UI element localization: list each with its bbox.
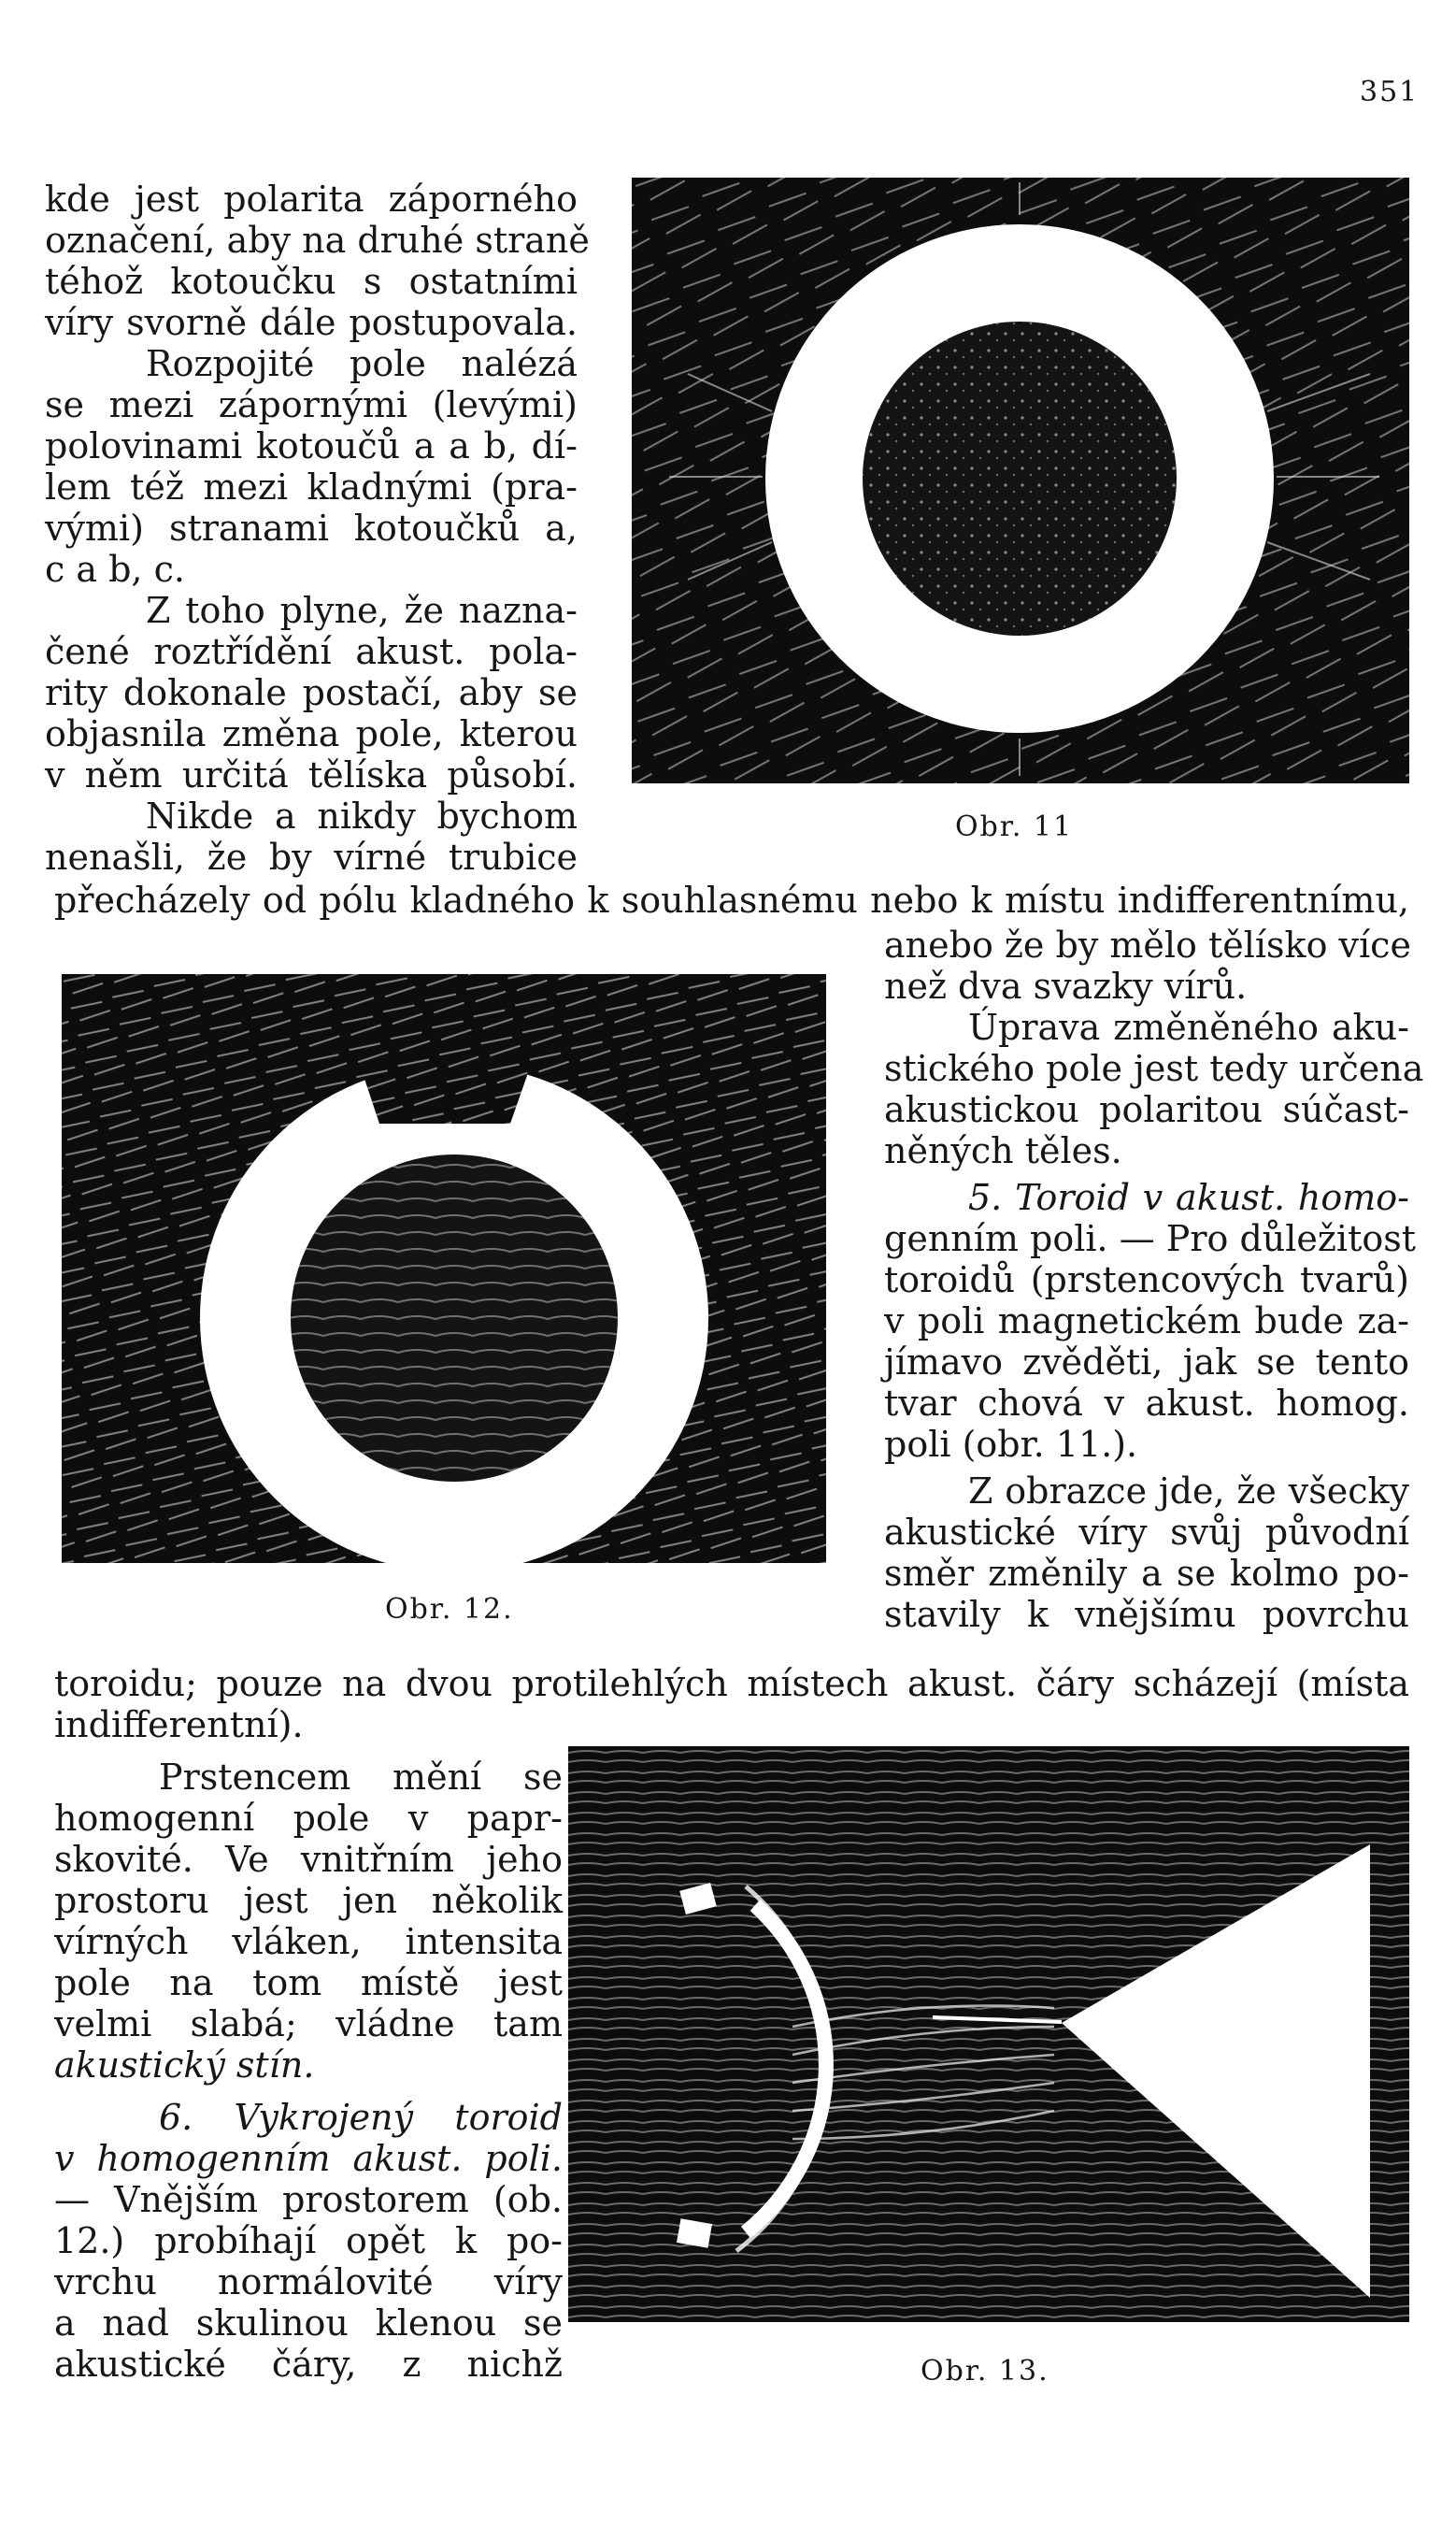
- text-line: v něm určitá tělíska působí.: [45, 754, 578, 796]
- text-line: homogenní pole v papr-: [54, 1798, 563, 1839]
- text-line: se mezi zápornými (levými): [45, 384, 578, 425]
- section-heading-toroid: 5. Toroid v akust. homo-: [968, 1177, 1409, 1218]
- text-line: akustické víry svůj původní: [884, 1512, 1409, 1553]
- text-line: jímavo zvěděti, jak se tento: [884, 1341, 1409, 1383]
- text-line: akustickou polaritou súčast-: [884, 1089, 1409, 1130]
- text-line: akustické čáry, z nichž: [54, 2344, 563, 2385]
- text-line: Úprava změněného aku-: [968, 1007, 1409, 1048]
- text-line: kde jest polarita záporného: [45, 179, 578, 220]
- text-line: stického pole jest tedy určena: [884, 1048, 1424, 1089]
- text-line: rity dokonale postačí, aby se: [45, 672, 578, 713]
- text-line: Z toho plyne, že nazna-: [146, 590, 578, 631]
- text-line: — Vnějším prostorem (ob.: [54, 2179, 563, 2220]
- text-line: víry svorně dále postupovala.: [45, 302, 578, 343]
- text-line: c a b, c.: [45, 549, 185, 590]
- text-line: Prstencem mění se: [159, 1757, 563, 1798]
- text-line: vírných vláken, intensita: [54, 1921, 563, 1962]
- text-line: označení, aby na druhé straně: [45, 220, 590, 261]
- text-line: lem též mezi kladnými (pra-: [45, 466, 578, 508]
- figure-13-image: [568, 1746, 1409, 2322]
- text-line: pole na tom místě jest: [54, 1962, 563, 2003]
- text-line: tvar chová v akust. homog.: [884, 1383, 1409, 1424]
- figure-11-caption: Obr. 11: [955, 810, 1074, 843]
- text-line: nenašli, že by vírné trubice: [45, 837, 578, 878]
- figure-12-caption: Obr. 12.: [385, 1593, 514, 1626]
- text-line: anebo že by mělo tělísko více: [884, 925, 1411, 966]
- text-line: čené roztřídění akust. pola-: [45, 631, 578, 672]
- text-line: směr změnily a se kolmo po-: [884, 1553, 1409, 1594]
- figure-13-caption: Obr. 13.: [921, 2355, 1049, 2388]
- text-line: něných těles.: [884, 1130, 1122, 1171]
- text-line: Rozpojité pole nalézá: [146, 343, 578, 384]
- text-line: vrchu normálovité víry: [54, 2261, 563, 2302]
- text-line: přecházely od pólu kladného k souhlasnému nebo k místu indifferentnímu,: [54, 880, 1409, 921]
- text-line: Nikde a nikdy bychom: [146, 796, 578, 837]
- text-line: polovinami kotoučů a a b, dí-: [45, 425, 578, 466]
- text-line: v poli magnetickém bude za-: [884, 1300, 1409, 1341]
- text-line: skovité. Ve vnitřním jeho: [54, 1839, 563, 1880]
- text-line: toroidu; pouze na dvou protilehlých místech akust. čáry scházejí (místa: [54, 1663, 1409, 1704]
- text-line: poli (obr. 11.).: [884, 1424, 1138, 1465]
- text-line: prostoru jest jen několik: [54, 1880, 563, 1921]
- text-line: objasnila změna pole, kterou: [45, 713, 578, 754]
- figure-11-image: [632, 178, 1409, 783]
- text-line-emphasis: akustický stín.: [54, 2044, 315, 2086]
- text-line: stavily k vnějšímu povrchu: [884, 1594, 1409, 1635]
- text-line: Z obrazce jde, že všecky: [968, 1470, 1409, 1512]
- text-line: toroidů (prstencových tvarů): [884, 1259, 1409, 1300]
- text-line: než dva svazky vírů.: [884, 966, 1248, 1007]
- text-line: indifferentní).: [54, 1704, 304, 1745]
- figure-12-image: [62, 974, 826, 1563]
- section-heading-cut-toroid: 6. Vykrojený toroid: [159, 2097, 563, 2138]
- page-number: 351: [1360, 76, 1420, 108]
- text-line: 12.) probíhají opět k po-: [54, 2220, 563, 2261]
- text-line: téhož kotoučku s ostatními: [45, 261, 578, 302]
- text-line: velmi slabá; vládne tam: [54, 2003, 563, 2044]
- section-heading-cut-toroid-cont: v homogenním akust. poli.: [54, 2138, 563, 2179]
- text-line: genním poli. — Pro důležitost: [884, 1218, 1416, 1259]
- text-line: vými) stranami kotoučků a,: [45, 508, 578, 549]
- text-line: a nad skulinou klenou se: [54, 2302, 563, 2344]
